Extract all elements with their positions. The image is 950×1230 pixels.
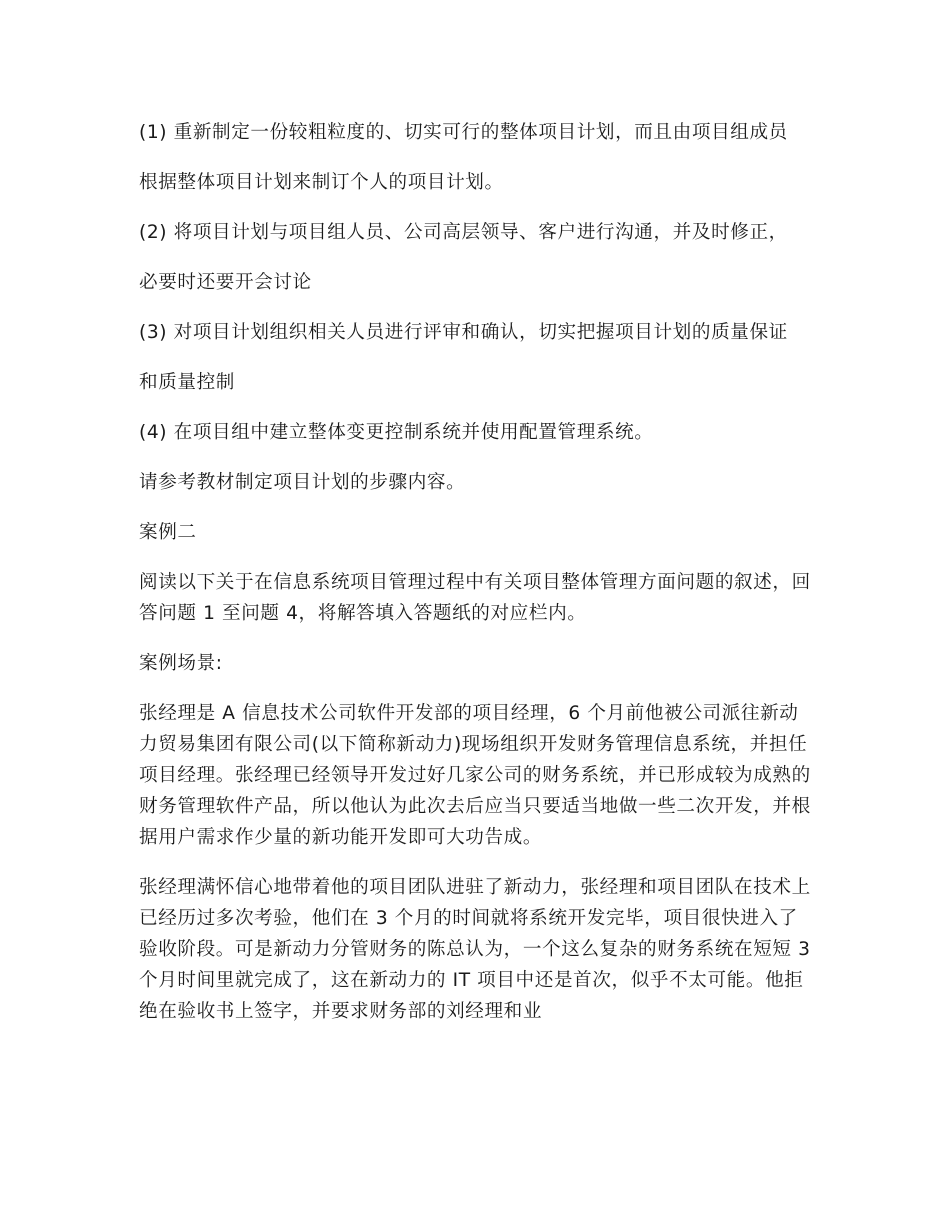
case-two-heading: 案例二: [139, 522, 197, 543]
paragraph-step-3-cont: 和质量控制: [139, 372, 235, 393]
paragraph-step-1: (1) 重新制定一份较粗粒度的、切实可行的整体项目计划，而且由项目组成员: [139, 122, 788, 143]
paragraph-scene-2: 张经理满怀信心地带着他的项目团队进驻了新动力，张经理和项目团队在技术上已经历过多次考验，他们在 3 个月的时间就将系统开发完毕，项目很快进入了验收阶段。可是新动力分管财务的陈总认为，一个这么复杂的财务系统在短短 3 个月时间里就完成了，这在新动力的 IT 项目中还是首次，似乎不太可能。他拒绝在验收书上签字，并要求财务部的刘经理和业: [139, 877, 811, 1022]
paragraph-step-3: (3) 对项目计划组织相关人员进行评审和确认，切实把握项目计划的质量保证: [139, 322, 788, 343]
paragraph-instructions: 阅读以下关于在信息系统项目管理过程中有关项目整体管理方面问题的叙述，回答问题 1 至问题 4，将解答填入答题纸的对应栏内。: [139, 572, 811, 624]
paragraph-step-1-cont: 根据整体项目计划来制订个人的项目计划。: [139, 172, 504, 193]
case-scene-heading: 案例场景:: [139, 653, 223, 674]
paragraph-reference: 请参考教材制定项目计划的步骤内容。: [139, 472, 466, 493]
document-page: [139, 117, 811, 1046]
paragraph-step-2: (2) 将项目计划与项目组人员、公司高层领导、客户进行沟通，并及时修正，: [139, 222, 788, 243]
paragraph-step-2-cont: 必要时还要开会讨论: [139, 272, 312, 293]
paragraph-scene-1: 张经理是 A 信息技术公司软件开发部的项目经理，6 个月前他被公司派往新动力贸易集团有限公司(以下简称新动力)现场组织开发财务管理信息系统，并担任项目经理。张经理已经领导开发过好几家公司的财务系统，并已形成较为成熟的财务管理软件产品，所以他认为此次去后应当只要适当地做一些二次开发，并根据用户需求作少量的新功能开发即可大功告成。: [139, 703, 811, 848]
paragraph-step-4: (4) 在项目组中建立整体变更控制系统并使用配置管理系统。: [139, 422, 654, 443]
